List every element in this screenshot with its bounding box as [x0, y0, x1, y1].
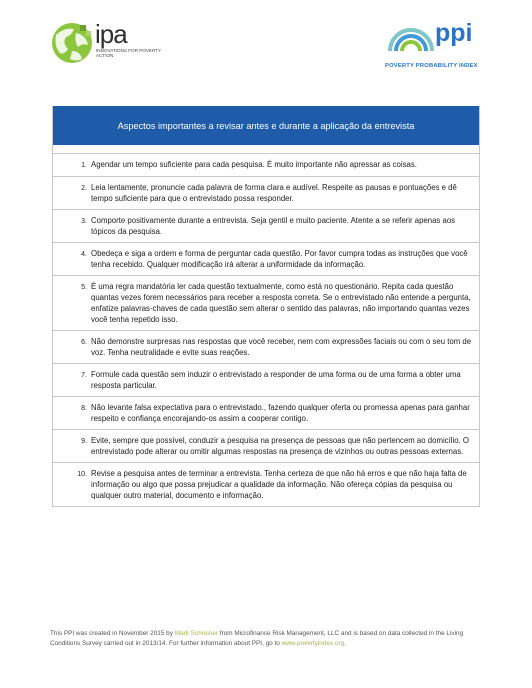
item-text: Não levante falsa expectativa para o entrevistado., fazendo qualquer oferta ou promessa apenas para ganhar respeito e confiança encorajando-os assim a cooperar contigo.	[91, 403, 470, 423]
item-number: 5.	[81, 284, 87, 291]
item-number: 6.	[81, 339, 87, 346]
item-number: 2.	[81, 185, 87, 192]
item-number: 4.	[81, 251, 87, 258]
footer-text-2: from Microfinance Risk Management, LLC and is based on data collected in the Living Conditions Survey carried out in 2013/14. For further information about PPI, go to	[50, 630, 464, 647]
item-text: Leia lentamente, pronuncie cada palavra de forma clara e audível. Respeite as pausas e pontuações e dê tempo suficiente para que o entrevistado possa responder.	[91, 183, 457, 203]
item-number: 3.	[81, 218, 87, 225]
item-number: 1.	[81, 162, 87, 169]
ipa-logo	[50, 19, 170, 69]
table-row	[53, 243, 479, 276]
ipa-logo-text: ipa	[95, 19, 127, 49]
table-row	[53, 177, 479, 210]
table-row	[53, 331, 479, 364]
ppi-logo-tagline: POVERTY PROBABILITY INDEX	[385, 63, 478, 69]
item-text: Comporte positivamente durante a entrevista. Seja gentil e muito paciente. Atente a se referir apenas aos tópicos da pesquisa.	[91, 216, 456, 236]
item-text: Evite, sempre que possível, conduzir a pesquisa na presença de pessoas que não pertencem ao domicílio. O entrevistado pode alterar ou omitir algumas respostas na presença de vizinhos ou outras pessoas externas.	[91, 436, 469, 456]
item-number: 8.	[81, 405, 87, 412]
ppi-logo-text: ppi	[435, 19, 473, 47]
item-number: 9.	[81, 438, 87, 445]
item-text: É uma regra mandatória ler cada questão textualmente, como está no questionário. Repita cada questão quantas vezes forem necessários para receber a resposta correta. Se o entrevistado não entende a pergunta, enfatize palavras-chaves de cada questão sem alterar o sentido das palavras, não importando quantas vezes você tenha repetido isso.	[91, 282, 471, 324]
table-row	[53, 430, 479, 463]
item-text: Obedeça e siga a ordem e forma de perguntar cada questão. Por favor cumpra todas as instruções que você tenha recebido. Qualquer modificação irá alterar a uniformidade da informação.	[91, 249, 468, 269]
table-row	[53, 364, 479, 397]
website-link[interactable]: www.povertyindex.org	[281, 640, 345, 647]
ipa-logo-tagline: INNOVATIONS FOR POVERTY ACTION	[96, 48, 162, 59]
table-rows	[53, 154, 479, 506]
footer-text-3: .	[344, 640, 346, 647]
table-row	[53, 276, 479, 331]
item-text: Revise a pesquisa antes de terminar a entrevista. Tenha certeza de que não há erros e que não haja falta de informação ou algo que possa prejudicar a qualidade da informação. Não ofereça cópias da pesquisa ou qualquer outro material, documento e informação.	[91, 469, 467, 500]
item-text: Formule cada questão sem induzir o entrevistado a responder de uma forma ou de uma forma a obter uma resposta particular.	[91, 370, 461, 390]
table-title: Aspectos importantes a revisar antes e durante a aplicação da entrevista	[53, 106, 479, 145]
table-row	[53, 210, 479, 243]
rainbow-arcs-icon	[386, 21, 436, 53]
table-row	[53, 463, 479, 506]
footer-note	[50, 629, 490, 649]
table-row	[53, 154, 479, 177]
guidelines-table	[52, 106, 480, 507]
footer-text-1: This PPI was created in November 2015 by	[50, 630, 175, 637]
item-text: Agendar um tempo suficiente para cada pesquisa. É muito importante não apressar as coisas.	[91, 160, 417, 169]
item-text: Não demonstre surpresas nas respostas que você receber, nem com expressões faciais ou com o seu tom de voz. Tenha neutralidade e evite suas reações.	[91, 337, 472, 357]
item-number: 7.	[81, 372, 87, 379]
author-link[interactable]: Mark Schreiner	[174, 630, 219, 637]
globe-icon	[50, 21, 94, 65]
ppi-logo	[384, 19, 484, 77]
table-spacer-row	[53, 145, 479, 154]
item-number: 10.	[77, 471, 87, 478]
table-row	[53, 397, 479, 430]
